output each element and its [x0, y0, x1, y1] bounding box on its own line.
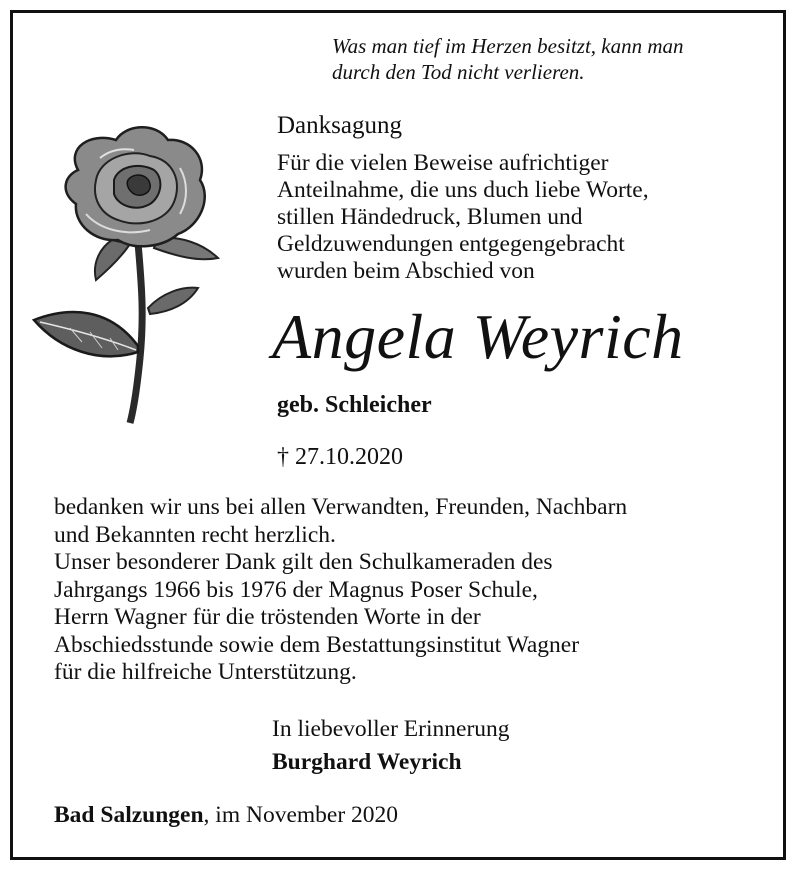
death-date: † 27.10.2020 [277, 444, 403, 470]
body-line: Unser besonderer Dank gilt den Schulkameraden des [54, 549, 553, 575]
rose-illustration-icon [30, 118, 230, 428]
intro-line: wurden beim Abschied von [277, 258, 535, 284]
heading-danksagung: Danksagung [277, 112, 402, 139]
place-date-line [54, 802, 398, 829]
body-line: und Bekannten recht herzlich. [54, 521, 336, 548]
motto-line-2: durch den Tod nicht verlieren. [332, 60, 585, 84]
intro-line: Für die vielen Beweise aufrichtiger [277, 150, 609, 176]
motto-line-1: Was man tief im Herzen besitzt, kann man [332, 34, 684, 58]
intro-paragraph [277, 150, 649, 285]
signer-name: Burghard Weyrich [272, 749, 462, 775]
motto-quote [332, 33, 684, 85]
closing-phrase: In liebevoller Erinnerung [272, 716, 510, 742]
body-line: Jahrgangs 1966 bis 1976 der Magnus Poser Schule, [54, 576, 538, 603]
maiden-name: geb. Schleicher [277, 392, 432, 418]
deceased-name: Angela Weyrich [272, 301, 684, 372]
intro-line: stillen Händedruck, Blumen und [277, 204, 583, 230]
date-text: , im November 2020 [203, 802, 399, 828]
thanks-paragraph [54, 494, 627, 687]
intro-line: Anteilnahme, die uns duch liebe Worte, [277, 177, 649, 203]
intro-line: Geldzuwendungen entgegengebracht [277, 231, 625, 257]
body-line: für die hilfreiche Unterstützung. [54, 659, 357, 685]
body-line: Herrn Wagner für die tröstenden Worte in der [54, 604, 481, 630]
body-line: Abschiedsstunde sowie dem Bestattungsinstitut Wagner [54, 631, 580, 658]
place-name: Bad Salzungen [54, 802, 204, 828]
body-line: bedanken wir uns bei allen Verwandten, Freunden, Nachbarn [54, 494, 628, 520]
